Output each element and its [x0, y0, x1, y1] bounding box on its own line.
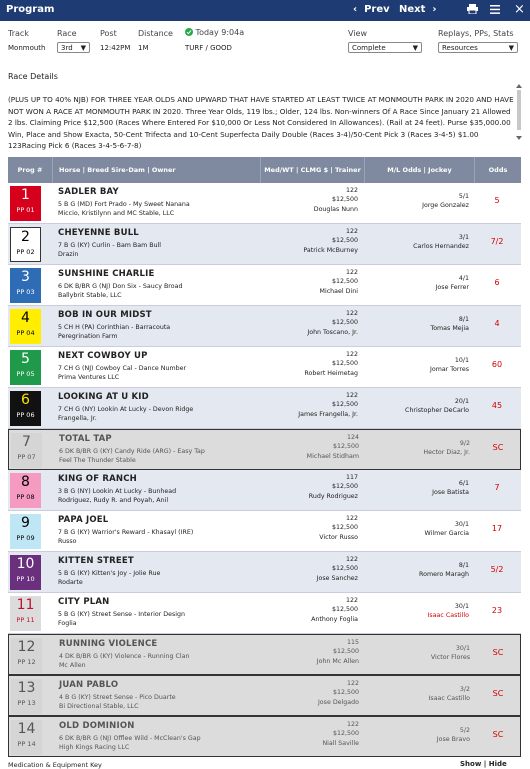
program-number-badge: [11, 679, 42, 714]
table-row[interactable]: [8, 552, 521, 593]
current-odds: 5/2: [490, 565, 504, 574]
program-number-badge: [10, 309, 41, 344]
table-row[interactable]: [8, 429, 521, 470]
horse-name[interactable]: BOB IN OUR MIDST: [58, 310, 152, 320]
weight: 122: [345, 351, 358, 358]
claiming-price: $12,500: [331, 360, 358, 367]
claiming-price: $12,500: [331, 278, 358, 285]
race-conditions-text: (PLUS UP TO 40% NJB) FOR THREE YEAR OLDS AND UPWARD THAT HAVE STARTED AT LEAST TWICE AT MONMOUTH PARK IN 2020 AND HAVE NOT WON A RACE AT MONMOUTH PARK IN 2020. Three Year Olds, 119 lbs.; Older, 124 lbs. Non-winners Of A Race Since January 21 Allowed 2 lbs. Claiming Price $12,500 (Races Where Entered For $10,000 Or Less Not Considered In Allowances). (Rail at 24 feet). Purse $35,000.00 Win, Place and Show Exacta, 50-Cent Trifecta and 10-Cent Superfecta Daily Double (Races 3-4)/50-Cent Pick 3 (Races 3-4-5) $1.00 123Racing Pick 6 (Races 3-4-5-6-7-8): [8, 95, 514, 150]
horse-name[interactable]: SUNSHINE CHARLIE: [58, 269, 155, 279]
post-position: PP 10: [16, 575, 35, 583]
horse-name[interactable]: KITTEN STREET: [58, 556, 134, 566]
table-row[interactable]: [8, 470, 521, 511]
program-number: 13: [17, 680, 36, 696]
check-circle-icon: [185, 28, 193, 36]
today-label: Today 9:04a: [195, 28, 245, 37]
program-number: 14: [17, 721, 36, 737]
claiming-price: $12,500: [332, 443, 359, 450]
table-row[interactable]: [8, 511, 521, 552]
page-title: Program: [6, 4, 55, 15]
breed-sire-dam: 5 B G (MD) Fort Prado - My Sweet Nanana: [58, 201, 190, 208]
horse-name[interactable]: NEXT COWBOY UP: [58, 351, 148, 361]
program-number: 6: [21, 392, 30, 408]
current-odds: 60: [491, 360, 503, 369]
current-odds: 6: [494, 278, 500, 287]
claiming-price: $12,500: [331, 237, 358, 244]
morning-line-odds: 30/1: [455, 645, 470, 652]
table-row[interactable]: [8, 347, 521, 388]
weight: 124: [346, 434, 359, 441]
horse-name[interactable]: CHEYENNE BULL: [58, 228, 139, 238]
trainer: Douglas Nunn: [313, 206, 358, 213]
jockey: Hector Diaz, Jr.: [423, 449, 470, 456]
program-number-badge: [10, 350, 41, 385]
claiming-price: $12,500: [332, 730, 359, 737]
program-number-badge: [10, 473, 41, 508]
weight: 122: [346, 721, 359, 728]
current-odds: SC: [492, 443, 504, 452]
next-label: Next: [399, 4, 426, 15]
owner: Feel The Thunder Stable: [59, 457, 136, 464]
breed-sire-dam: 7 B G (KY) Curlin - Bam Bam Bull: [58, 242, 162, 249]
owner: Russo: [58, 538, 77, 545]
owner: High Kings Racing LLC: [59, 744, 130, 751]
program-number: 8: [21, 474, 30, 490]
horse-name[interactable]: TOTAL TAP: [59, 434, 112, 444]
post-position: PP 05: [16, 370, 35, 378]
trainer: Victor Russo: [319, 534, 358, 541]
menu-icon[interactable]: [490, 4, 500, 17]
table-row[interactable]: [8, 265, 521, 306]
owner: Rodriguez, Rudy R. and Poyah, Anil: [58, 497, 169, 504]
program-number: 10: [16, 556, 35, 572]
morning-line-odds: 30/1: [454, 603, 469, 610]
current-odds: 7: [494, 483, 500, 492]
trainer: Anthony Foglia: [311, 616, 358, 623]
post-position: PP 04: [16, 329, 35, 337]
jockey: Romero Maragh: [419, 571, 469, 578]
trainer: Patrick McBurney: [303, 247, 358, 254]
morning-line-odds: 9/2: [459, 440, 470, 447]
footer-bar: [0, 759, 530, 769]
horse-name[interactable]: KING OF RANCH: [58, 474, 137, 484]
morning-line-odds: 3/1: [458, 234, 469, 241]
claiming-price: $12,500: [331, 401, 358, 408]
post-position: PP 01: [16, 206, 35, 214]
current-odds: 23: [491, 606, 503, 615]
surface-condition: TURF / GOOD: [185, 44, 232, 52]
owner: Drazin: [58, 251, 79, 258]
post-position: PP 12: [17, 658, 36, 666]
trainer: Michael Stidham: [306, 453, 359, 460]
table-header: [8, 157, 521, 183]
morning-line-odds: 6/1: [458, 480, 469, 487]
claiming-price: $12,500: [331, 565, 358, 572]
program-number-badge: [10, 186, 41, 221]
morning-line-odds: 8/1: [458, 316, 469, 323]
table-row[interactable]: [8, 593, 521, 634]
show-hide-toggle[interactable]: Show | Hide: [460, 760, 507, 768]
trainer: Michael Dini: [319, 288, 358, 295]
col-med: Med/WT | CLMG $ | Trainer: [260, 157, 364, 183]
view-label: View: [348, 29, 367, 38]
program-number-badge: [11, 433, 42, 468]
current-odds: SC: [492, 689, 504, 698]
prev-button[interactable]: [353, 4, 390, 15]
close-icon[interactable]: ×: [514, 2, 525, 17]
print-icon[interactable]: [467, 4, 478, 17]
trainer: Robert Heimetag: [304, 370, 358, 377]
breed-sire-dam: 5 B G (KY) Kitten's Joy - Jolie Rue: [58, 570, 161, 577]
distance-label: Distance: [138, 29, 173, 38]
program-number: 12: [17, 639, 36, 655]
morning-line-odds: 20/1: [454, 398, 469, 405]
owner: Peregrination Farm: [58, 333, 118, 340]
owner: Bi Directional Stable, LLC: [59, 703, 139, 710]
prev-label: Prev: [364, 4, 390, 15]
resources-select[interactable]: [438, 42, 518, 53]
breed-sire-dam: 6 DK B/BR G (KY) Candy Ride (ARG) - Easy Tap: [59, 448, 205, 455]
chevron-left-icon: ‹: [353, 4, 358, 15]
post-position: PP 03: [16, 288, 35, 296]
program-number-badge: [10, 555, 41, 590]
program-number-badge: [10, 391, 41, 426]
race-details-title: Race Details: [8, 72, 58, 81]
chevron-down-icon: ▼: [508, 44, 514, 52]
resources-select-value: Resources: [442, 44, 478, 52]
claiming-price: $12,500: [332, 689, 359, 696]
post-position: PP 08: [16, 493, 35, 501]
col-odds: Odds: [474, 157, 521, 183]
horse-name[interactable]: OLD DOMINION: [59, 721, 135, 731]
current-odds: 4: [494, 319, 500, 328]
breed-sire-dam: 3 B G (NY) Lookin At Lucky - Bunhead: [58, 488, 177, 495]
post-position: PP 02: [16, 248, 35, 256]
chevron-right-icon: ›: [432, 4, 437, 15]
weight: 122: [345, 187, 358, 194]
weight: 122: [345, 597, 358, 604]
view-select-value: Complete: [352, 44, 386, 52]
breed-sire-dam: 5 B G (KY) Street Sense - Interior Design: [58, 611, 186, 618]
table-row[interactable]: [8, 306, 521, 347]
col-horse: Horse | Breed Sire-Dam | Owner: [52, 157, 260, 183]
horse-name[interactable]: SADLER BAY: [58, 187, 119, 197]
program-number-badge: [11, 638, 42, 673]
horse-name[interactable]: RUNNING VIOLENCE: [59, 639, 158, 649]
owner: Miccio, Kristilynn and MC Stable, LLC: [58, 210, 175, 217]
morning-line-odds: 5/2: [459, 727, 470, 734]
details-scrollbar[interactable]: [516, 84, 522, 140]
current-odds: SC: [492, 730, 504, 739]
post-time: 12:42PM: [100, 44, 131, 52]
program-number: 11: [16, 597, 35, 613]
claiming-price: $12,500: [331, 606, 358, 613]
claiming-price: $12,500: [332, 648, 359, 655]
post-position: PP 06: [16, 411, 35, 419]
program-number: 3: [21, 269, 30, 285]
claiming-price: $12,500: [331, 524, 358, 531]
post-position: PP 11: [16, 616, 35, 624]
current-odds: 45: [491, 401, 503, 410]
owner: Ballybrit Stable, LLC: [58, 292, 122, 299]
trainer: James Frangella, Jr.: [298, 411, 358, 418]
trainer: John Mc Allen: [316, 658, 359, 665]
track-label: Track: [8, 29, 29, 38]
weight: 122: [345, 556, 358, 563]
trainer: Rudy Rodriguez: [308, 493, 358, 500]
current-odds: 7/2: [490, 237, 504, 246]
weight: 122: [345, 392, 358, 399]
jockey: Tomas Mejia: [430, 325, 469, 332]
program-number: 4: [21, 310, 30, 326]
program-number-badge: [10, 268, 41, 303]
distance-value: 1M: [138, 44, 149, 52]
track-value: Monmouth: [8, 44, 46, 52]
race-label: Race: [57, 29, 77, 38]
jockey: Jose Ferrer: [435, 284, 469, 291]
jockey: Carlos Hernandez: [413, 243, 469, 250]
breed-sire-dam: 5 CH H (PA) Corinthian - Barracouta: [58, 324, 171, 331]
morning-line-odds: 10/1: [454, 357, 469, 364]
program-number: 9: [21, 515, 30, 531]
table-row[interactable]: [8, 224, 521, 265]
owner: Prima Ventures LLC: [58, 374, 120, 381]
post-position: PP 14: [17, 740, 36, 748]
breed-sire-dam: 4 DK B/BR G (KY) Violence - Running Clan: [59, 653, 190, 660]
jockey: Isaac Castillo: [427, 612, 469, 619]
trainer: Jose Sanchez: [316, 575, 358, 582]
program-number-badge: [10, 596, 41, 631]
chevron-down-icon: ▼: [80, 44, 86, 52]
owner: Foglia: [58, 620, 77, 627]
post-position: PP 13: [17, 699, 36, 707]
horse-name[interactable]: PAPA JOEL: [58, 515, 109, 525]
morning-line-odds: 4/1: [458, 275, 469, 282]
claiming-price: $12,500: [331, 319, 358, 326]
horse-name[interactable]: LOOKING AT U KID: [58, 392, 149, 402]
trainer: Niall Saville: [322, 740, 359, 747]
program-number: 2: [21, 229, 30, 245]
current-odds: 17: [491, 524, 503, 533]
jockey: Jose Bravo: [436, 736, 470, 743]
weight: 122: [345, 515, 358, 522]
morning-line-odds: 30/1: [454, 521, 469, 528]
jockey: Victor Flores: [430, 654, 470, 661]
race-select[interactable]: [57, 42, 90, 53]
post-label: Post: [100, 29, 117, 38]
claiming-price: $12,500: [331, 196, 358, 203]
post-position: PP 09: [16, 534, 35, 542]
table-row[interactable]: [8, 716, 521, 757]
program-number: 1: [21, 187, 30, 203]
weight: 122: [345, 228, 358, 235]
jockey: Jomar Torres: [429, 366, 469, 373]
next-button[interactable]: [399, 4, 436, 15]
owner: Mc Allen: [59, 662, 86, 669]
jockey: Wilmer Garcia: [424, 530, 469, 537]
view-select[interactable]: [348, 42, 422, 53]
owner: Frangella, Jr.: [58, 415, 97, 422]
table-row[interactable]: [8, 634, 521, 675]
program-number: 5: [21, 351, 30, 367]
morning-line-odds: 8/1: [458, 562, 469, 569]
morning-line-odds: 3/2: [459, 686, 470, 693]
weight: 115: [346, 639, 359, 646]
jockey: Isaac Castillo: [428, 695, 470, 702]
current-odds: 5: [494, 196, 500, 205]
medication-key-label: Medication & Equipment Key: [8, 761, 102, 769]
table-row[interactable]: [8, 675, 521, 716]
claiming-price: $12,500: [331, 483, 358, 490]
table-row[interactable]: [8, 183, 521, 224]
breed-sire-dam: 7 B G (KY) Warrior's Reward - Khasayl (IRE): [58, 529, 194, 536]
breed-sire-dam: 4 B G (KY) Street Sense - Pico Duarte: [59, 694, 176, 701]
current-odds: SC: [492, 648, 504, 657]
program-header-bar: [0, 0, 530, 21]
breed-sire-dam: 7 CH G (NY) Lookin At Lucky - Devon Ridge: [58, 406, 194, 413]
trainer: John Toscano, Jr.: [307, 329, 358, 336]
trainer: Jose Delgado: [317, 699, 359, 706]
chevron-down-icon: ▼: [412, 44, 418, 52]
morning-line-odds: 5/1: [458, 193, 469, 200]
table-row[interactable]: [8, 388, 521, 429]
race-select-value: 3rd: [61, 44, 73, 52]
replays-label: Replays, PPs, Stats: [438, 29, 514, 38]
col-ml: M/L Odds | Jockey: [364, 157, 474, 183]
col-prog: Prog #: [17, 166, 43, 174]
program-number-badge: [11, 720, 42, 755]
today-status: [185, 28, 244, 37]
jockey: Jorge Gonzalez: [422, 202, 469, 209]
show-link[interactable]: Show: [460, 760, 482, 768]
program-number-badge: [10, 514, 41, 549]
jockey: Christopher DeCarlo: [405, 407, 469, 414]
weight: 122: [345, 310, 358, 317]
horse-name[interactable]: JUAN PABLO: [59, 680, 119, 690]
weight: 117: [345, 474, 358, 481]
weight: 122: [346, 680, 359, 687]
post-position: PP 07: [17, 453, 36, 461]
program-number: 7: [22, 434, 31, 450]
jockey: Jose Batista: [432, 489, 469, 496]
owner: Rodarte: [58, 579, 83, 586]
hide-link[interactable]: Hide: [488, 760, 507, 768]
horse-name[interactable]: CITY PLAN: [58, 597, 110, 607]
breed-sire-dam: 6 DK B/BR G (NJ) Offlee Wild - McClean's Gap: [59, 735, 201, 742]
program-number-badge: [10, 227, 41, 262]
weight: 122: [345, 269, 358, 276]
breed-sire-dam: 6 DK B/BR G (NJ) Don Six - Saucy Broad: [58, 283, 183, 290]
breed-sire-dam: 7 CH G (NJ) Cowboy Cal - Dance Number: [58, 365, 187, 372]
